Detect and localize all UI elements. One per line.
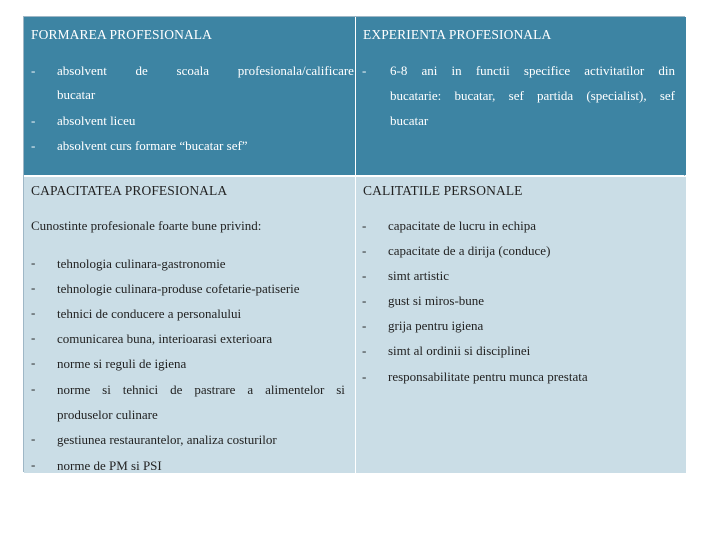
bullet-dash: - bbox=[31, 305, 36, 320]
bullet-dash: - bbox=[31, 63, 36, 78]
capacitatea-item: tehnici de conducere a personalului bbox=[57, 306, 242, 321]
cv-table bbox=[23, 16, 685, 472]
capacitatea-item: norme si reguli de igiena bbox=[57, 356, 187, 371]
bullet-dash: - bbox=[362, 63, 367, 78]
calitatile-item: gust si miros-bune bbox=[388, 293, 485, 308]
bullet-dash: - bbox=[31, 138, 36, 153]
formare-item-1-cont: bucatar bbox=[57, 87, 96, 102]
bullet-dash: - bbox=[362, 343, 367, 358]
experienta-line-2: bucatarie: bucatar, sef partida (specialist), sef bbox=[390, 88, 675, 103]
experienta-line-1: 6-8 ani in functii specifice activitatilor din bbox=[390, 63, 675, 78]
capacitatea-intro: Cunostinte profesionale foarte bune privind: bbox=[31, 218, 262, 233]
calitatile-item: simt artistic bbox=[388, 268, 450, 283]
bullet-dash: - bbox=[362, 268, 367, 283]
capacitatea-item: norme de PM si PSI bbox=[57, 458, 162, 473]
calitatile-item: responsabilitate pentru munca prestata bbox=[388, 369, 588, 384]
formare-item-2: absolvent liceu bbox=[57, 113, 136, 128]
bullet-dash: - bbox=[31, 355, 36, 370]
capacitatea-item-6: norme si tehnici de pastrare a alimentelor si bbox=[57, 382, 345, 397]
calitatile-cell bbox=[355, 176, 686, 473]
bullet-dash: - bbox=[31, 255, 36, 270]
capacitatea-item: tehnologie culinara-produse cofetarie-patiserie bbox=[57, 281, 300, 296]
calitatile-item: grija pentru igiena bbox=[388, 318, 484, 333]
bullet-dash: - bbox=[31, 381, 36, 396]
bullet-dash: - bbox=[362, 293, 367, 308]
capacitatea-item: comunicarea buna, interioarasi exterioara bbox=[57, 331, 273, 346]
capacitatea-item: tehnologia culinara-gastronomie bbox=[57, 256, 226, 271]
bullet-dash: - bbox=[362, 218, 367, 233]
bullet-dash: - bbox=[362, 318, 367, 333]
formare-item-1: absolvent de scoala profesionala/calificare bbox=[57, 63, 354, 78]
bullet-dash: - bbox=[362, 243, 367, 258]
bullet-dash: - bbox=[31, 330, 36, 345]
calitatile-item: capacitate de lucru in echipa bbox=[388, 218, 536, 233]
bullet-dash: - bbox=[362, 369, 367, 384]
calitatile-item: capacitate de a dirija (conduce) bbox=[388, 243, 551, 258]
calitatile-title: CALITATILE PERSONALE bbox=[363, 183, 523, 198]
experienta-cell bbox=[355, 17, 686, 175]
formare-title: FORMAREA PROFESIONALA bbox=[31, 27, 213, 42]
calitatile-item: simt al ordinii si disciplinei bbox=[388, 343, 531, 358]
bullet-dash: - bbox=[31, 113, 36, 128]
capacitatea-title: CAPACITATEA PROFESIONALA bbox=[31, 183, 228, 198]
bullet-dash: - bbox=[31, 457, 36, 472]
bullet-dash: - bbox=[31, 280, 36, 295]
formare-item-3: absolvent curs formare “bucatar sef” bbox=[57, 138, 248, 153]
formare-cell bbox=[24, 17, 355, 175]
bullet-dash: - bbox=[31, 431, 36, 446]
capacitatea-item-6-cont: produselor culinare bbox=[57, 407, 158, 422]
experienta-title: EXPERIENTA PROFESIONALA bbox=[363, 27, 552, 42]
experienta-line-3: bucatar bbox=[390, 113, 429, 128]
capacitatea-cell bbox=[24, 176, 355, 473]
capacitatea-item: gestiunea restaurantelor, analiza costurilor bbox=[57, 432, 277, 447]
